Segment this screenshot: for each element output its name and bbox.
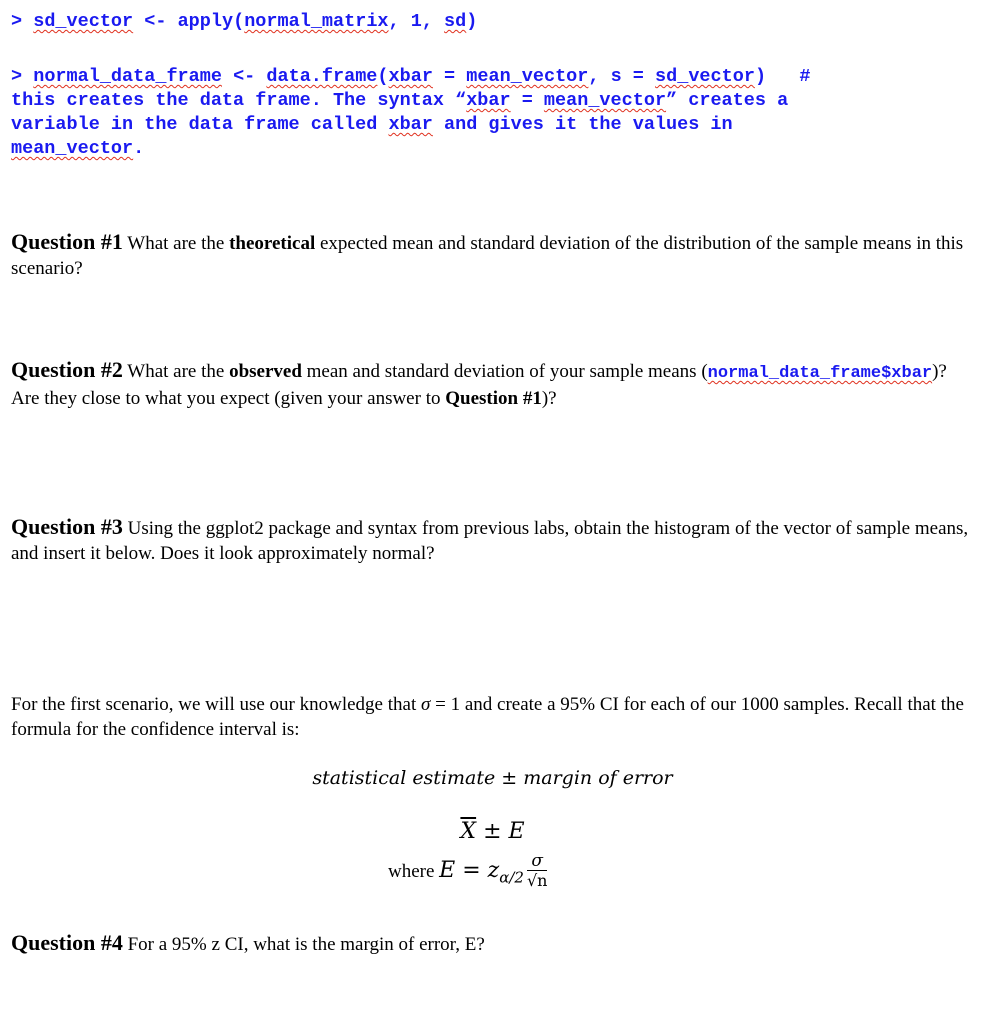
code-args: , 1, [388, 11, 445, 32]
question-text: mean and standard deviation of your sample means ( [301, 361, 708, 382]
question-text: What are the [122, 233, 230, 254]
comment-text: this creates the data frame. The syntax “ [11, 90, 467, 111]
plus-minus-symbol: ± [476, 819, 509, 844]
question-text: For a 95% z CI, what is the margin of error, E? [122, 934, 485, 955]
sigma-over-root-n [527, 852, 548, 890]
comment-text: and gives it the values in [432, 114, 733, 135]
xbar-symbol: $\overline{X}$ [460, 819, 477, 844]
equals: = [432, 66, 467, 87]
plus-minus-symbol: ± [495, 767, 524, 789]
comment-xbar: xbar [466, 90, 511, 111]
fraction-numerator: σ [527, 852, 548, 871]
formula-margin-definition [388, 852, 547, 890]
paragraph-text: For the first scenario, we will use our knowledge that [11, 694, 421, 715]
paragraph-text: = 1 and create a 95% CI for each of our 1000 samples. Recall that the formula for the confidence interval is: [11, 694, 964, 740]
question-text: Using the ggplot2 package and syntax from previous labs, obtain the histogram of the vector of sample means, and insert it below. Does it look approximately normal? [11, 518, 969, 564]
code-arg-sd: sd [444, 11, 467, 32]
question-2 [11, 357, 979, 411]
formula-margin-of-error: margin of error [523, 767, 673, 789]
e-symbol: E [508, 819, 525, 844]
formula-xbar-pm-e [0, 819, 985, 844]
question-reference: Question #1 [445, 388, 542, 409]
question-4 [11, 930, 979, 957]
comment-period: . [133, 138, 145, 159]
e-symbol: E [439, 858, 456, 883]
comment-text: variable in the data frame called [11, 114, 389, 135]
question-text: What are the [122, 361, 230, 382]
question-label: Question #2 [11, 357, 123, 382]
sigma-symbol: σ [420, 694, 431, 715]
comment-mean-vector: mean_vector [11, 138, 134, 159]
emphasis-observed: observed [229, 361, 302, 382]
close-paren: ) [754, 66, 767, 87]
question-text: )? Are they close to what you expect (given your answer to [11, 361, 947, 409]
code-arg-xbar: xbar [388, 66, 433, 87]
code-func-data-frame: data.frame [266, 66, 378, 87]
code-arg-sd-vector: sd_vector [655, 66, 755, 87]
code-normal-data-frame [11, 65, 810, 161]
comment-mean-vector: mean_vector [543, 90, 667, 111]
question-text: expected mean and standard deviation of the distribution of the sample means in this scenario? [11, 233, 964, 279]
question-label: Question #1 [11, 229, 123, 254]
code-func-apply: apply( [177, 11, 245, 32]
comment-equals: = [510, 90, 544, 111]
fraction-denominator: √n [526, 871, 548, 890]
comment-hash: # [799, 66, 811, 87]
z-symbol: z [487, 858, 500, 883]
open-paren: ( [377, 66, 389, 87]
code-sep: , s = [588, 66, 656, 87]
emphasis-theoretical: theoretical [229, 233, 316, 254]
code-var-sd-vector: sd_vector [33, 11, 134, 32]
intro-paragraph [11, 692, 979, 742]
question-1 [11, 229, 979, 281]
code-close-paren: ) [466, 11, 478, 32]
code-arg-normal-matrix: normal_matrix [244, 11, 389, 32]
code-sd-vector [11, 10, 477, 34]
code-arg-mean-vector: mean_vector [466, 66, 589, 87]
equals-symbol: = [455, 858, 488, 883]
question-text: )? [541, 388, 557, 409]
question-label: Question #3 [11, 514, 123, 539]
question-label: Question #4 [11, 930, 123, 955]
assign-operator: <- [144, 11, 167, 32]
code-var-normal-data-frame: normal_data_frame [33, 66, 222, 87]
prompt-symbol: > [11, 11, 23, 32]
inline-code-xbar: normal_data_frame$xbar [707, 364, 933, 383]
question-3 [11, 514, 979, 566]
comment-text: ” creates a [666, 90, 789, 111]
where-label: where [388, 861, 440, 882]
comment-xbar: xbar [388, 114, 433, 135]
assign-operator: <- [233, 66, 256, 87]
formula-ci-general [0, 767, 985, 789]
formula-statistical-estimate: statistical estimate [312, 767, 496, 789]
alpha-over-2-subscript: α/2 [499, 868, 524, 887]
prompt-symbol: > [11, 66, 23, 87]
